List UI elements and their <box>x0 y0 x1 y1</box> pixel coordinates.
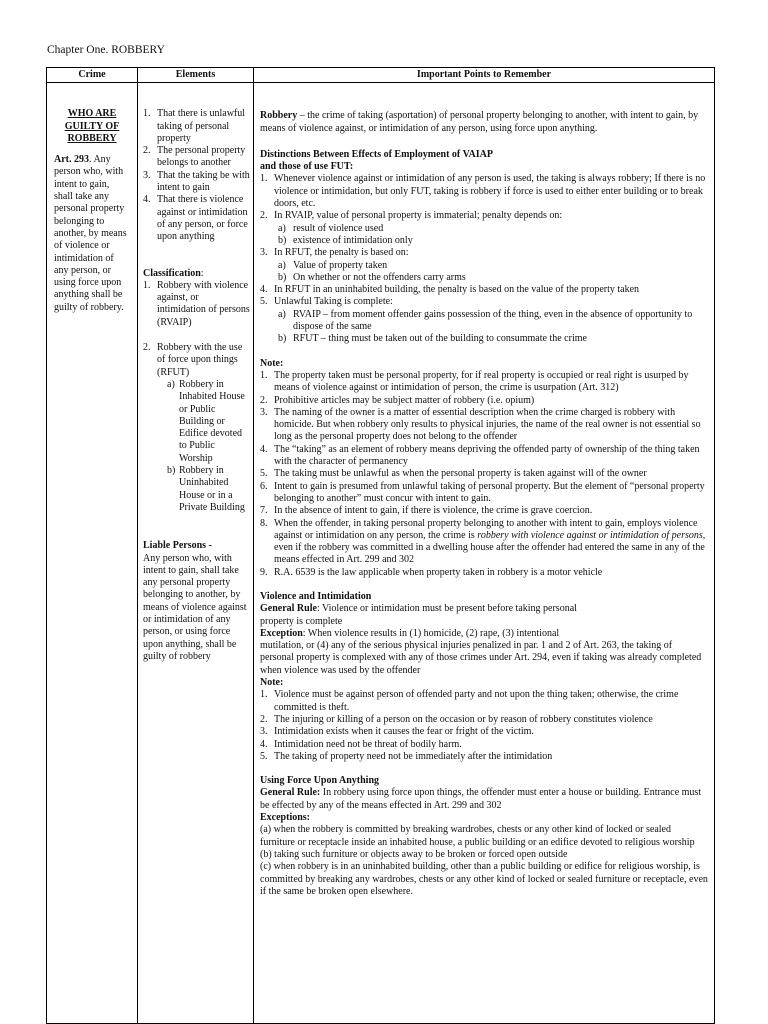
violence-general-rule: General Rule: Violence or intimidation must be present before taking personal property is complete <box>260 603 577 627</box>
crime-heading: WHO ARE GUILTY OF ROBBERY <box>64 108 120 144</box>
notes-list <box>260 370 708 579</box>
violence-note-heading: Note: <box>260 677 284 689</box>
list-item: b) Robbery in Uninhabited House or in a Private Building <box>167 465 245 513</box>
liable-persons-label: Liable Persons - <box>143 540 212 552</box>
list-item: 4. In RFUT in an uninhabited building, the penalty is based on the value of the property taken <box>260 284 640 296</box>
crime-cell <box>47 83 138 1024</box>
list-item: 2. The injuring or killing of a person on the occasion or by reason of robbery constitutes violence <box>260 713 653 725</box>
robbery-table <box>46 67 715 1024</box>
list-item: 3. That the taking be with intent to gain <box>143 169 250 194</box>
list-item: a) Value of property taken <box>278 259 388 271</box>
list-item: a) RVAIP – from moment offender gains possession of the thing, even in the absence of opportunity to dispose of the same <box>278 308 693 333</box>
violence-exception: Exception: When violence results in (1) homicide, (2) rape, (3) intentional mutilation, or (4) any of the serious physical injuries penalized in par. 1 and 2 of Art. 263, the taking of personal property is complexed with any of those crimes under Art. 294, even if taking was already completed when violence was used by the offender <box>260 627 702 676</box>
violence-heading: Violence and Intimidation <box>260 590 372 602</box>
header-points: Important Points to Remember <box>254 68 715 83</box>
document-title: Chapter One. ROBBERY <box>47 44 165 56</box>
list-item: 1. Whenever violence against or intimidation of any person is used, the taking is always robbery; If there is no violence or intimidation, but only FUT, taking is robbery if force is used to either enter building or to break doors, etc. <box>260 173 706 210</box>
elements-list <box>143 108 250 243</box>
list-item: 1. Violence must be against person of offended party and not upon the thing taken; otherwise, the crime committed is theft. <box>260 689 679 713</box>
table-row <box>47 83 715 1024</box>
list-item: b) On whether or not the offenders carry arms <box>278 271 466 283</box>
force-exceptions-heading: Exceptions: <box>260 812 310 824</box>
force-general-rule: General Rule: In robbery using force upon things, the offender must enter a house or building. Entrance must be effected by any of the means effected in Art. 299 and 302 <box>260 787 702 811</box>
list-item: 3. The naming of the owner is a matter of essential description when the crime charged is robbery with homicide. But when robbery only results to physical injuries, the name of the real owner is not essential so long as the personal property does not belong to the offender <box>260 406 701 443</box>
list-item: 2. The personal property belongs to another <box>143 145 246 169</box>
rfut-sublist <box>157 379 250 514</box>
list-item: 7. In the absence of intent to gain, if there is violence, the crime is grave coercion. <box>260 505 593 517</box>
classification-heading: Classification: <box>143 267 204 279</box>
list-item: 4. That there is violence against or intimidation of any person, or force upon anything <box>143 194 248 243</box>
elements-cell <box>138 83 254 1024</box>
list-item: 2. In RVAIP, value of personal property is immaterial; penalty depends on: a) result of violence used b) existence of intimidation only <box>260 210 708 247</box>
header-crime: Crime <box>47 68 138 83</box>
table-header-row <box>47 68 715 83</box>
list-item: 3. In RFUT, the penalty is based on: a) Value of property taken b) On whether or not the offenders carry arms <box>260 247 708 284</box>
violence-notes-list <box>260 689 708 763</box>
list-item: a) Robbery in Inhabited House or Public Building or Edifice devoted to Public Worship <box>167 378 245 464</box>
robbery-definition: Robbery – the crime of taking (asportation) of personal property belonging to another, with intent to gain, by means of violence against, or intimidation of any person, using force upon anything. <box>260 110 699 134</box>
list-item: 2. Robbery with the use of force upon things (RFUT) a) Robbery in Inhabited House or Public Building or Edifice devoted to Public Worship b) Robbery in Uninhabited House or in a Private Building <box>143 342 250 514</box>
list-item: 1. That there is unlawful taking of personal property <box>143 108 246 144</box>
list-item: 6. Intent to gain is presumed from unlawful taking of personal property. But the element of “personal property belonging to another” must concur with intent to gain. <box>260 480 705 504</box>
force-exception-a: (a) when the robbery is committed by breaking wardrobes, chests or any other kind of locked or sealed furniture or receptacle inside an inhabited house, a public building or an edifice devoted to religious worship <box>260 824 695 848</box>
distinctions-heading: Distinctions Between Effects of Employment of VAIAP and those of use FUT: <box>260 148 493 173</box>
list-item: 4. The “taking” as an element of robbery means depriving the offended party of ownership of the thing taken with the character of permanency <box>260 443 700 468</box>
list-item: 9. R.A. 6539 is the law applicable when property taken in robbery is a motor vehicle <box>260 566 603 578</box>
force-exception-b: (b) taking such furniture or objects away to be broken or forced open outside <box>260 848 568 860</box>
list-item: 5. The taking must be unlawful as when the personal property is taken against will of the owner <box>260 468 647 480</box>
points-cell <box>254 83 715 1024</box>
list-item: 1. Robbery with violence against, or intimidation of persons (RVAIP) <box>143 279 250 328</box>
list-item: 5. Unlawful Taking is complete: a) RVAIP – from moment offender gains possession of the thing, even in the absence of opportunity to dispose of the same b) RFUT – thing must be taken out of the building to consummate the crime <box>260 296 708 345</box>
header-elements: Elements <box>138 68 254 83</box>
crime-article: Art. 293. Any person who, with intent to gain, shall take any personal property belonging to another, by means of violence or intimidation of any person, or using force upon anything shall be guilty of robbery. <box>54 154 127 313</box>
note-heading: Note: <box>260 357 284 369</box>
list-item: 4. Intimidation need not be threat of bodily harm. <box>260 738 462 750</box>
list-item: b) RFUT – thing must be taken out of the building to consummate the crime <box>278 333 587 345</box>
list-item: 5. The taking of property need not be immediately after the intimidation <box>260 750 553 762</box>
list-item: a) result of violence used <box>278 222 384 234</box>
list-item: 2. Prohibitive articles may be subject matter of robbery (i.e. opium) <box>260 394 535 406</box>
classification-list <box>143 280 250 514</box>
list-item: 1. The property taken must be personal property, for if real property is occupied or real right is usurped by means of violence against or intimidation of person, the crime is usurpation (Art. 312) <box>260 369 689 394</box>
distinctions-list <box>260 173 708 345</box>
liable-persons-text: Any person who, with intent to gain, shall take any personal property belonging to another, by means of violence against or intimidation of any person, or using force upon anything, shall be guilty of robbery <box>143 552 247 662</box>
force-heading: Using Force Upon Anything <box>260 775 380 787</box>
list-item: 3. Intimidation exists when it causes the fear or fright of the victim. <box>260 726 534 738</box>
force-exception-c: (c) when robbery is in an uninhabited building, other than a public building or edifice for religious worship, is committed by breaking any wardrobes, chests or any other kind of locked or sealed furniture or receptacle, even if the same be broken open elsewhere. <box>260 861 708 897</box>
list-item: b) existence of intimidation only <box>278 234 413 246</box>
list-item: 8. When the offender, in taking personal property belonging to another with intent to gain, employs violence against or intimidation on any person, the crime is robbery with violence against or intimidation of persons, even if the robbery was committed in a dwelling house after the offender had entered the same in any of the means effected in Art. 299 and 302 <box>260 517 706 566</box>
